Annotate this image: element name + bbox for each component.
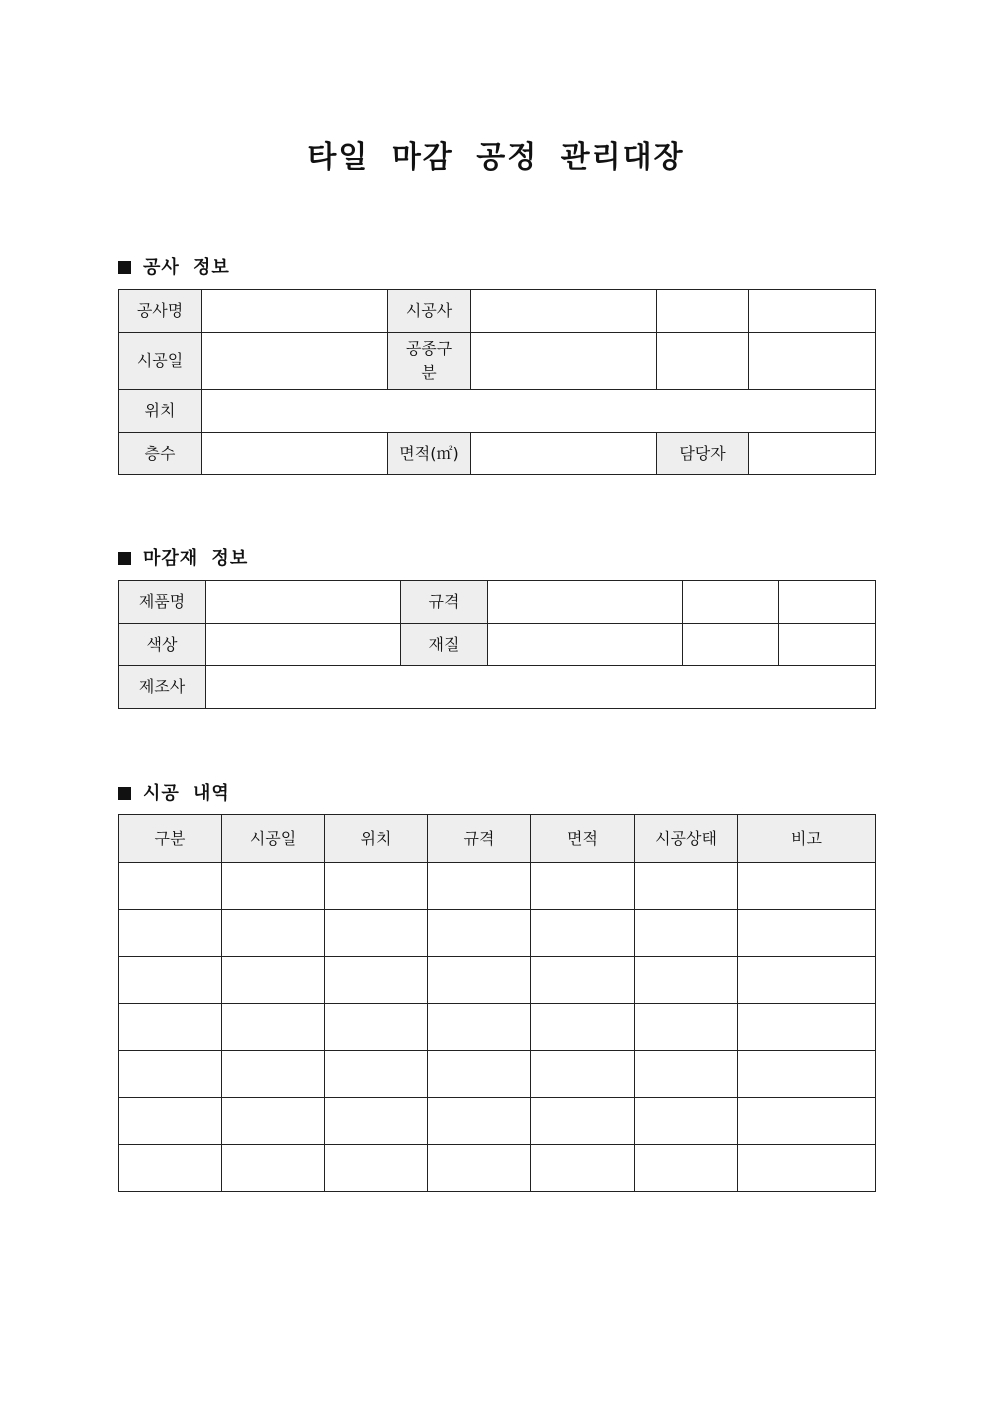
section-title-material: 마감재 정보 [143, 548, 249, 569]
area-field[interactable] [471, 433, 657, 475]
column-header-category: 구분 [119, 815, 222, 863]
table-cell[interactable] [119, 1051, 222, 1098]
spec-field[interactable] [488, 581, 683, 624]
table-cell[interactable] [222, 1004, 325, 1051]
table-cell[interactable] [531, 910, 635, 957]
table-row [119, 1051, 876, 1098]
table-cell[interactable] [531, 1098, 635, 1145]
manufacturer-field[interactable] [206, 666, 876, 709]
material-extra-field-1b[interactable] [779, 581, 876, 624]
table-cell[interactable] [531, 863, 635, 910]
table-cell[interactable] [635, 1051, 738, 1098]
square-bullet-icon [118, 787, 131, 800]
product-name-field[interactable] [206, 581, 401, 624]
table-cell[interactable] [325, 1098, 428, 1145]
table-cell[interactable] [738, 1098, 876, 1145]
project-name-field[interactable] [202, 290, 388, 333]
table-cell[interactable] [635, 863, 738, 910]
manager-field[interactable] [749, 433, 876, 475]
material-extra-field-1a[interactable] [683, 581, 779, 624]
column-header-status: 시공상태 [635, 815, 738, 863]
project-row-3 [119, 390, 876, 433]
table-cell[interactable] [531, 1004, 635, 1051]
table-cell[interactable] [738, 1051, 876, 1098]
column-header-area: 면적 [531, 815, 635, 863]
section-heading-project [118, 253, 230, 279]
material-row-3 [119, 666, 876, 709]
area-label: 면적(㎡) [388, 433, 471, 475]
manager-label: 담당자 [657, 433, 749, 475]
table-row [119, 957, 876, 1004]
project-row-4 [119, 433, 876, 475]
table-cell[interactable] [222, 863, 325, 910]
table-cell[interactable] [428, 910, 531, 957]
material-extra-field-2a[interactable] [683, 624, 779, 666]
table-cell[interactable] [325, 910, 428, 957]
section-title-records: 시공 내역 [143, 783, 230, 804]
material-extra-field-2b[interactable] [779, 624, 876, 666]
contractor-label: 시공사 [388, 290, 471, 333]
section-heading-material [118, 544, 248, 570]
table-cell[interactable] [428, 863, 531, 910]
table-cell[interactable] [325, 863, 428, 910]
table-cell[interactable] [428, 1004, 531, 1051]
project-info-table [118, 289, 876, 475]
location-label: 위치 [119, 390, 202, 433]
records-table [118, 814, 876, 1192]
color-field[interactable] [206, 624, 401, 666]
construction-date-field[interactable] [202, 333, 388, 390]
construction-date-label: 시공일 [119, 333, 202, 390]
square-bullet-icon [118, 261, 131, 274]
table-row [119, 910, 876, 957]
table-cell[interactable] [738, 1145, 876, 1192]
table-cell[interactable] [738, 957, 876, 1004]
material-row-1 [119, 581, 876, 624]
project-extra-field-1b[interactable] [749, 290, 876, 333]
page-title: 타일 마감 공정 관리대장 [307, 140, 685, 175]
product-name-label: 제품명 [119, 581, 206, 624]
column-header-date: 시공일 [222, 815, 325, 863]
table-cell[interactable] [635, 1004, 738, 1051]
table-cell[interactable] [738, 910, 876, 957]
spec-label: 규격 [401, 581, 488, 624]
table-cell[interactable] [428, 957, 531, 1004]
manufacturer-label: 제조사 [119, 666, 206, 709]
table-cell[interactable] [222, 1051, 325, 1098]
table-cell[interactable] [428, 1051, 531, 1098]
contractor-field[interactable] [471, 290, 657, 333]
work-type-label: 공종구 분 [388, 333, 471, 390]
table-cell[interactable] [119, 1098, 222, 1145]
records-body [119, 863, 876, 1192]
table-cell[interactable] [531, 957, 635, 1004]
table-row [119, 863, 876, 910]
table-cell[interactable] [119, 910, 222, 957]
records-header-row [119, 815, 876, 863]
material-row-2 [119, 624, 876, 666]
color-label: 색상 [119, 624, 206, 666]
table-cell[interactable] [119, 863, 222, 910]
table-cell[interactable] [635, 1145, 738, 1192]
project-extra-field-2b[interactable] [749, 333, 876, 390]
project-extra-field-2a[interactable] [657, 333, 749, 390]
table-row [119, 1004, 876, 1051]
floors-label: 층수 [119, 433, 202, 475]
texture-field[interactable] [488, 624, 683, 666]
table-cell[interactable] [428, 1098, 531, 1145]
table-cell[interactable] [325, 957, 428, 1004]
table-cell[interactable] [119, 957, 222, 1004]
project-row-2 [119, 333, 876, 390]
work-type-field[interactable] [471, 333, 657, 390]
table-cell[interactable] [531, 1145, 635, 1192]
column-header-location: 위치 [325, 815, 428, 863]
project-name-label: 공사명 [119, 290, 202, 333]
table-cell[interactable] [119, 1145, 222, 1192]
table-cell[interactable] [531, 1051, 635, 1098]
section-heading-records [118, 779, 230, 805]
table-cell[interactable] [222, 957, 325, 1004]
table-cell[interactable] [222, 1145, 325, 1192]
table-cell[interactable] [119, 1004, 222, 1051]
floors-field[interactable] [202, 433, 388, 475]
project-row-1 [119, 290, 876, 333]
texture-label: 재질 [401, 624, 488, 666]
table-cell[interactable] [635, 1098, 738, 1145]
project-extra-field-1a[interactable] [657, 290, 749, 333]
table-cell[interactable] [325, 1051, 428, 1098]
location-field[interactable] [202, 390, 876, 433]
table-cell[interactable] [325, 1004, 428, 1051]
column-header-spec: 규격 [428, 815, 531, 863]
table-row [119, 1145, 876, 1192]
table-cell[interactable] [222, 1098, 325, 1145]
section-title-project: 공사 정보 [143, 257, 230, 278]
table-row [119, 1098, 876, 1145]
table-cell[interactable] [325, 1145, 428, 1192]
table-cell[interactable] [738, 863, 876, 910]
table-cell[interactable] [222, 910, 325, 957]
table-cell[interactable] [635, 957, 738, 1004]
table-cell[interactable] [635, 910, 738, 957]
column-header-remarks: 비고 [738, 815, 876, 863]
table-cell[interactable] [428, 1145, 531, 1192]
material-info-table [118, 580, 876, 709]
table-cell[interactable] [738, 1004, 876, 1051]
square-bullet-icon [118, 552, 131, 565]
